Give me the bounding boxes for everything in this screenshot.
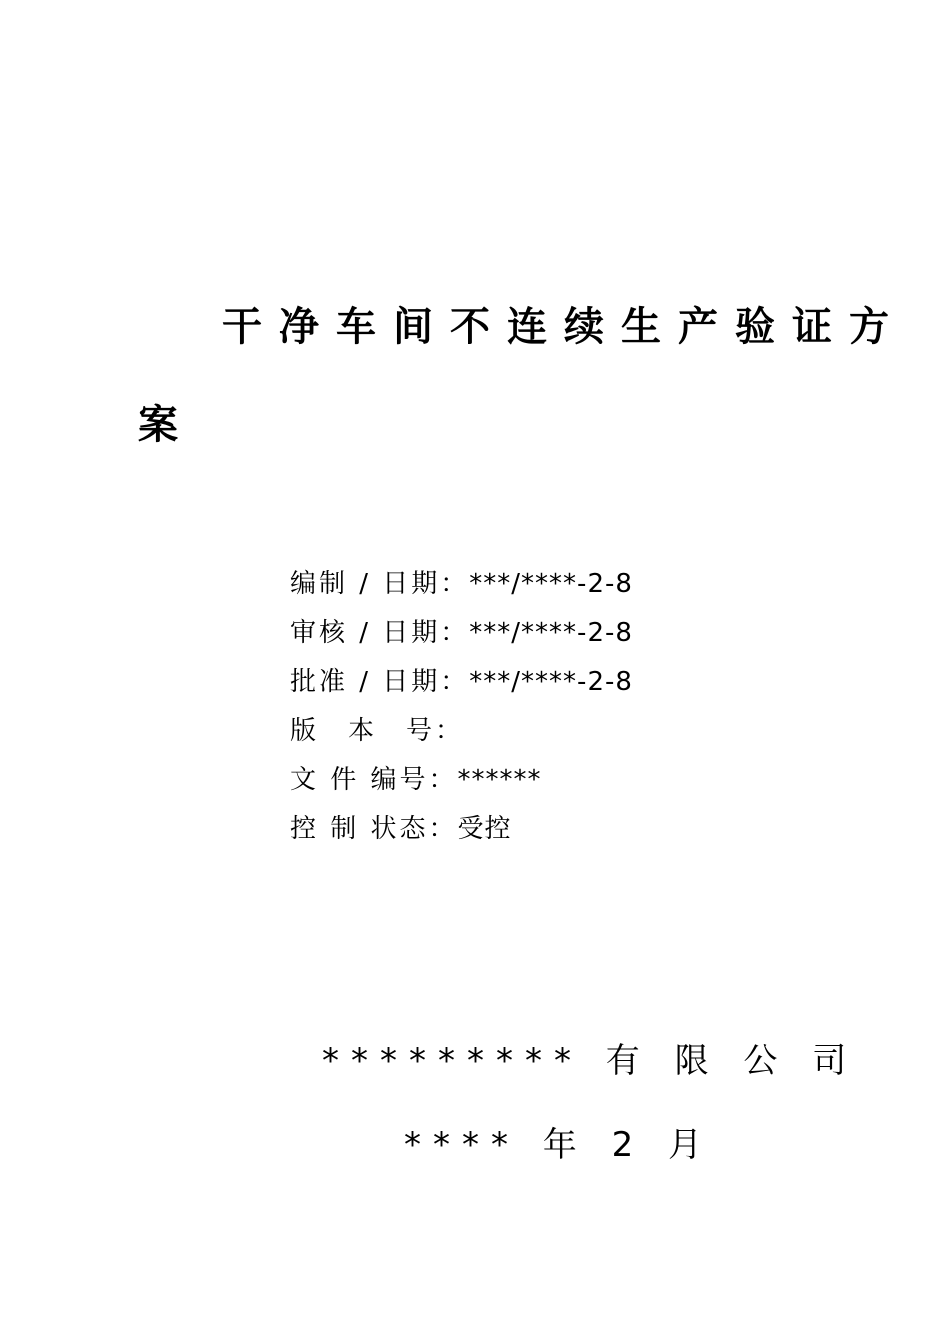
meta-value: ***/****-2-8: [469, 667, 633, 697]
meta-label: 编制 / 日期：: [290, 569, 470, 599]
meta-value: ***/****-2-8: [469, 569, 633, 599]
meta-row-version: [290, 713, 810, 762]
meta-row-compiled: [290, 566, 810, 615]
meta-row-approved: [290, 664, 810, 713]
meta-label: 审核 / 日期：: [290, 618, 470, 648]
document-title-line-1: 干净车间不连续生产验证方: [222, 304, 906, 350]
meta-row-reviewed: [290, 615, 810, 664]
meta-label: 文 件 编号：: [290, 765, 458, 795]
meta-row-file-number: [290, 762, 810, 811]
meta-value: ***/****-2-8: [469, 618, 633, 648]
meta-label: 控 制 状态：: [290, 814, 458, 844]
meta-row-control-status: [290, 811, 810, 860]
document-meta-block: [290, 566, 810, 860]
document-title-line-2: 案: [138, 402, 195, 448]
meta-label: 批准 / 日期：: [290, 667, 470, 697]
document-date: **** 年 2 月: [404, 1125, 715, 1165]
meta-label: 版 本 号：: [290, 716, 465, 746]
meta-value: ******: [457, 765, 542, 795]
company-name: ********* 有 限 公 司: [322, 1041, 859, 1081]
meta-value: 受控: [457, 814, 512, 844]
